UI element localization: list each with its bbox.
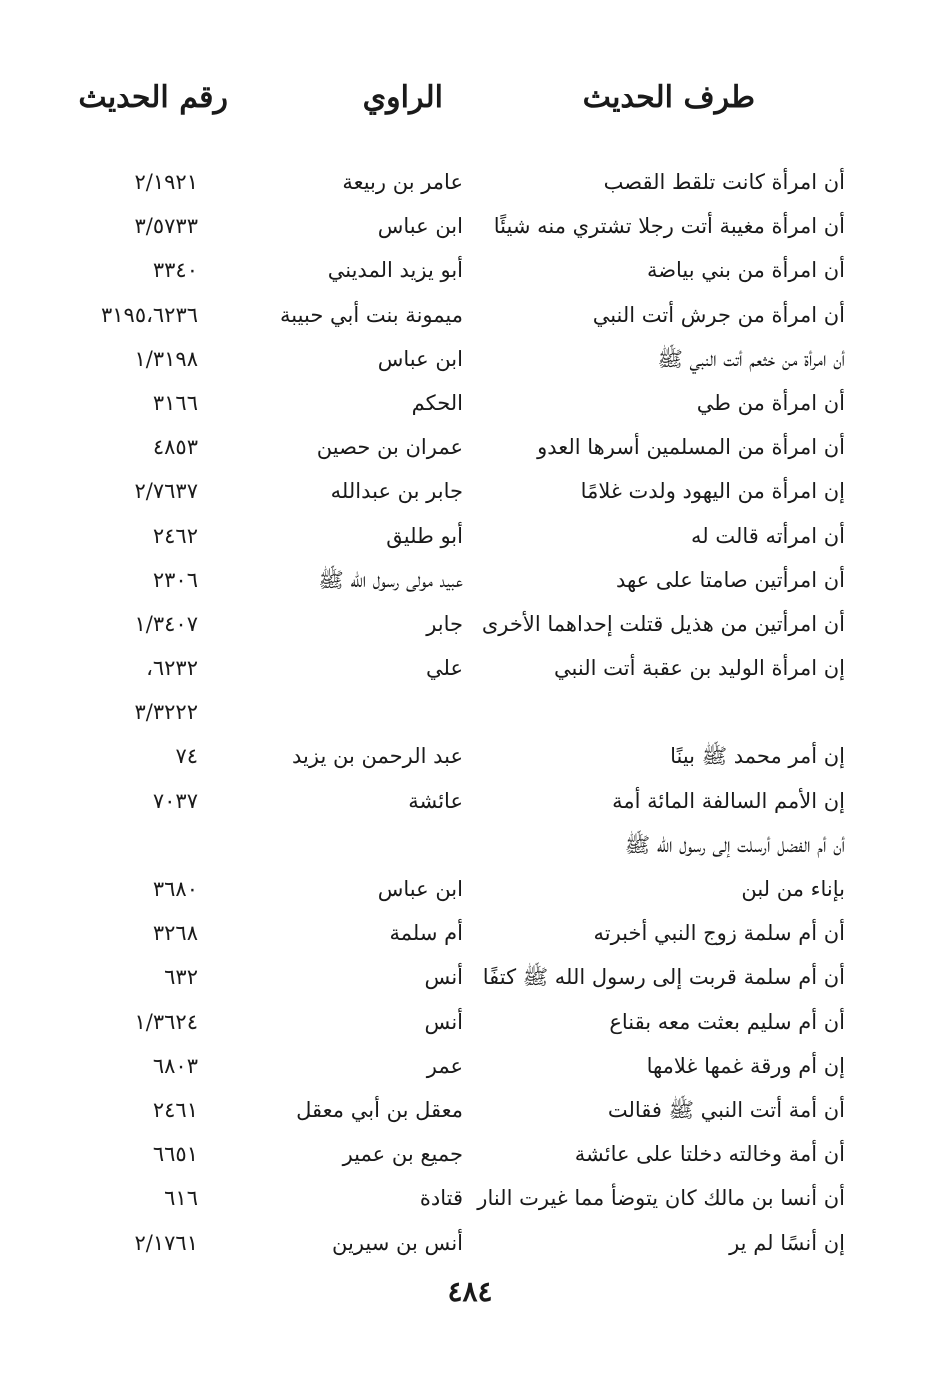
table-row <box>0 1132 940 1176</box>
hadith-opening: أن امرأة من جرش أتت النبي <box>592 302 845 327</box>
hadith-opening: أن امرأة من بني بياضة <box>646 258 845 283</box>
hadith-opening: أن امرأتين من هذيل قتلت إحداهما الأخرى <box>481 611 845 636</box>
hadith-opening: أن امرأتين صامتا على عهد <box>615 567 845 592</box>
table-row <box>0 514 940 558</box>
table-header <box>0 80 940 130</box>
table-row <box>0 558 940 602</box>
narrator: عبد الرحمن بن يزيد <box>292 744 463 769</box>
narrator: أنس <box>424 965 463 990</box>
table-row <box>0 1221 940 1265</box>
hadith-number: ١/٣٦٢٤ <box>134 1009 198 1034</box>
hadith-number: ٢/١٧٦١ <box>134 1230 198 1255</box>
narrator: عمر <box>426 1053 463 1078</box>
narrator: أبو طليق <box>386 523 463 548</box>
hadith-number: ٦٦٥١ <box>152 1142 198 1167</box>
hadith-number: ٣٦٨٠ <box>152 877 198 901</box>
hadith-opening: أن امرأة من طي <box>696 390 845 415</box>
hadith-opening: أن أم الفضل أرسلت إلى رسول الله ﷺ <box>624 832 845 857</box>
hadith-index-table <box>0 160 940 1265</box>
table-row <box>0 337 940 381</box>
table-row <box>0 1176 940 1220</box>
hadith-opening: أن امرأة من المسلمين أسرها العدو <box>537 435 845 460</box>
hadith-number: ٣/٣٢٢٢ <box>134 700 198 725</box>
narrator: معقل بن أبي معقل <box>296 1097 463 1122</box>
narrator: ابن عباس <box>377 346 463 371</box>
hadith-number: ٣٢٦٨ <box>152 921 198 946</box>
hadith-opening: إن الأمم السالفة المائة أمة <box>612 788 845 813</box>
hadith-opening: أن أنسا بن مالك كان يتوضأ مما غيرت النار <box>477 1186 845 1211</box>
table-row <box>0 646 940 690</box>
table-row <box>0 1000 940 1044</box>
table-row <box>0 690 940 734</box>
hadith-number: ٤٨٥٣ <box>152 435 198 460</box>
table-row <box>0 160 940 204</box>
narrator: عائشة <box>408 788 463 813</box>
hadith-number: ٦٢٣٢، <box>146 656 198 681</box>
narrator: جابر <box>426 611 463 636</box>
hadith-opening: أن أم سلمة قربت إلى رسول الله ﷺ كتفًا <box>482 965 845 990</box>
hadith-opening: إن امرأة من اليهود ولدت غلامًا <box>580 479 845 504</box>
hadith-number: ٢٤٦١ <box>152 1097 198 1122</box>
hadith-number: ٢/١٩٢١ <box>134 170 198 194</box>
hadith-opening: إن أنسًا لم ير <box>729 1230 845 1255</box>
table-row <box>0 911 940 955</box>
narrator: جميع بن عمير <box>342 1142 463 1167</box>
hadith-number: ٣٣٤٠ <box>152 258 198 283</box>
hadith-number: ٣١٩٥،٦٢٣٦ <box>100 302 198 327</box>
hadith-opening: أن امرأة مغيبة أتت رجلا تشتري منه شيئًا <box>493 214 845 239</box>
hadith-opening: أن امرأته قالت له <box>690 523 845 548</box>
narrator: أنس <box>424 1009 463 1034</box>
table-row <box>0 469 940 513</box>
table-row <box>0 734 940 778</box>
column-header-narrator: الراوي <box>362 80 443 115</box>
narrator: ميمونة بنت أبي حبيبة <box>280 302 463 327</box>
hadith-opening: أن أمة أتت النبي ﷺ فقالت <box>607 1097 845 1122</box>
hadith-number: ٢٤٦٢ <box>152 523 198 548</box>
narrator: عبيد مولى رسول الله ﷺ <box>318 567 463 592</box>
table-row <box>0 1044 940 1088</box>
hadith-opening: أن امرأة من خثعم أتت النبي ﷺ <box>657 346 845 371</box>
hadith-opening: أن أمة وخالته دخلتا على عائشة <box>574 1142 845 1167</box>
hadith-number: ٣١٦٦ <box>152 390 198 415</box>
column-header-hadith: طرف الحديث <box>582 80 755 115</box>
narrator: ابن عباس <box>377 877 463 901</box>
table-row <box>0 779 940 823</box>
table-row <box>0 204 940 248</box>
hadith-number: ٧٠٣٧ <box>152 788 198 813</box>
hadith-opening: بإناء من لبن <box>741 877 845 901</box>
hadith-number: ١/٣١٩٨ <box>134 346 198 371</box>
table-row <box>0 823 940 867</box>
narrator: جابر بن عبدالله <box>330 479 463 504</box>
narrator: ابن عباس <box>377 214 463 239</box>
hadith-opening: إن امرأة الوليد بن عقبة أتت النبي <box>554 656 845 681</box>
table-row <box>0 293 940 337</box>
hadith-opening: إن أم ورقة غمها غلامها <box>646 1053 845 1078</box>
hadith-opening: أن امرأة كانت تلقط القصب <box>603 170 845 194</box>
table-row <box>0 602 940 646</box>
table-row <box>0 248 940 292</box>
hadith-opening: أن أم سلمة زوج النبي أخبرته <box>593 921 845 946</box>
hadith-number: ٢/٧٦٣٧ <box>134 479 198 504</box>
narrator: عامر بن ربيعة <box>342 170 463 194</box>
hadith-number: ٣/٥٧٣٣ <box>134 214 198 239</box>
table-row <box>0 955 940 999</box>
hadith-opening: أن أم سليم بعثت معه بقناع <box>609 1009 845 1034</box>
narrator: قتادة <box>419 1186 463 1211</box>
hadith-number: ٦١٦ <box>164 1186 198 1211</box>
table-row <box>0 867 940 911</box>
column-header-number: رقم الحديث <box>78 80 228 115</box>
narrator: علي <box>426 656 463 681</box>
table-row <box>0 425 940 469</box>
table-row <box>0 381 940 425</box>
page-number: ٤٨٤ <box>447 1275 493 1308</box>
narrator: أبو يزيد المديني <box>327 258 463 283</box>
narrator: عمران بن حصين <box>316 435 463 460</box>
hadith-number: ٧٤ <box>175 744 198 769</box>
hadith-number: ٢٣٠٦ <box>152 567 198 592</box>
narrator: أم سلمة <box>389 921 463 946</box>
hadith-opening: إن أمر محمد ﷺ بينًا <box>670 744 845 769</box>
hadith-number: ٦٣٢ <box>164 965 198 990</box>
hadith-number: ١/٣٤٠٧ <box>134 611 198 636</box>
table-row <box>0 1088 940 1132</box>
narrator: أنس بن سيرين <box>332 1230 463 1255</box>
hadith-number: ٦٨٠٣ <box>152 1053 198 1078</box>
narrator: الحكم <box>411 390 463 415</box>
